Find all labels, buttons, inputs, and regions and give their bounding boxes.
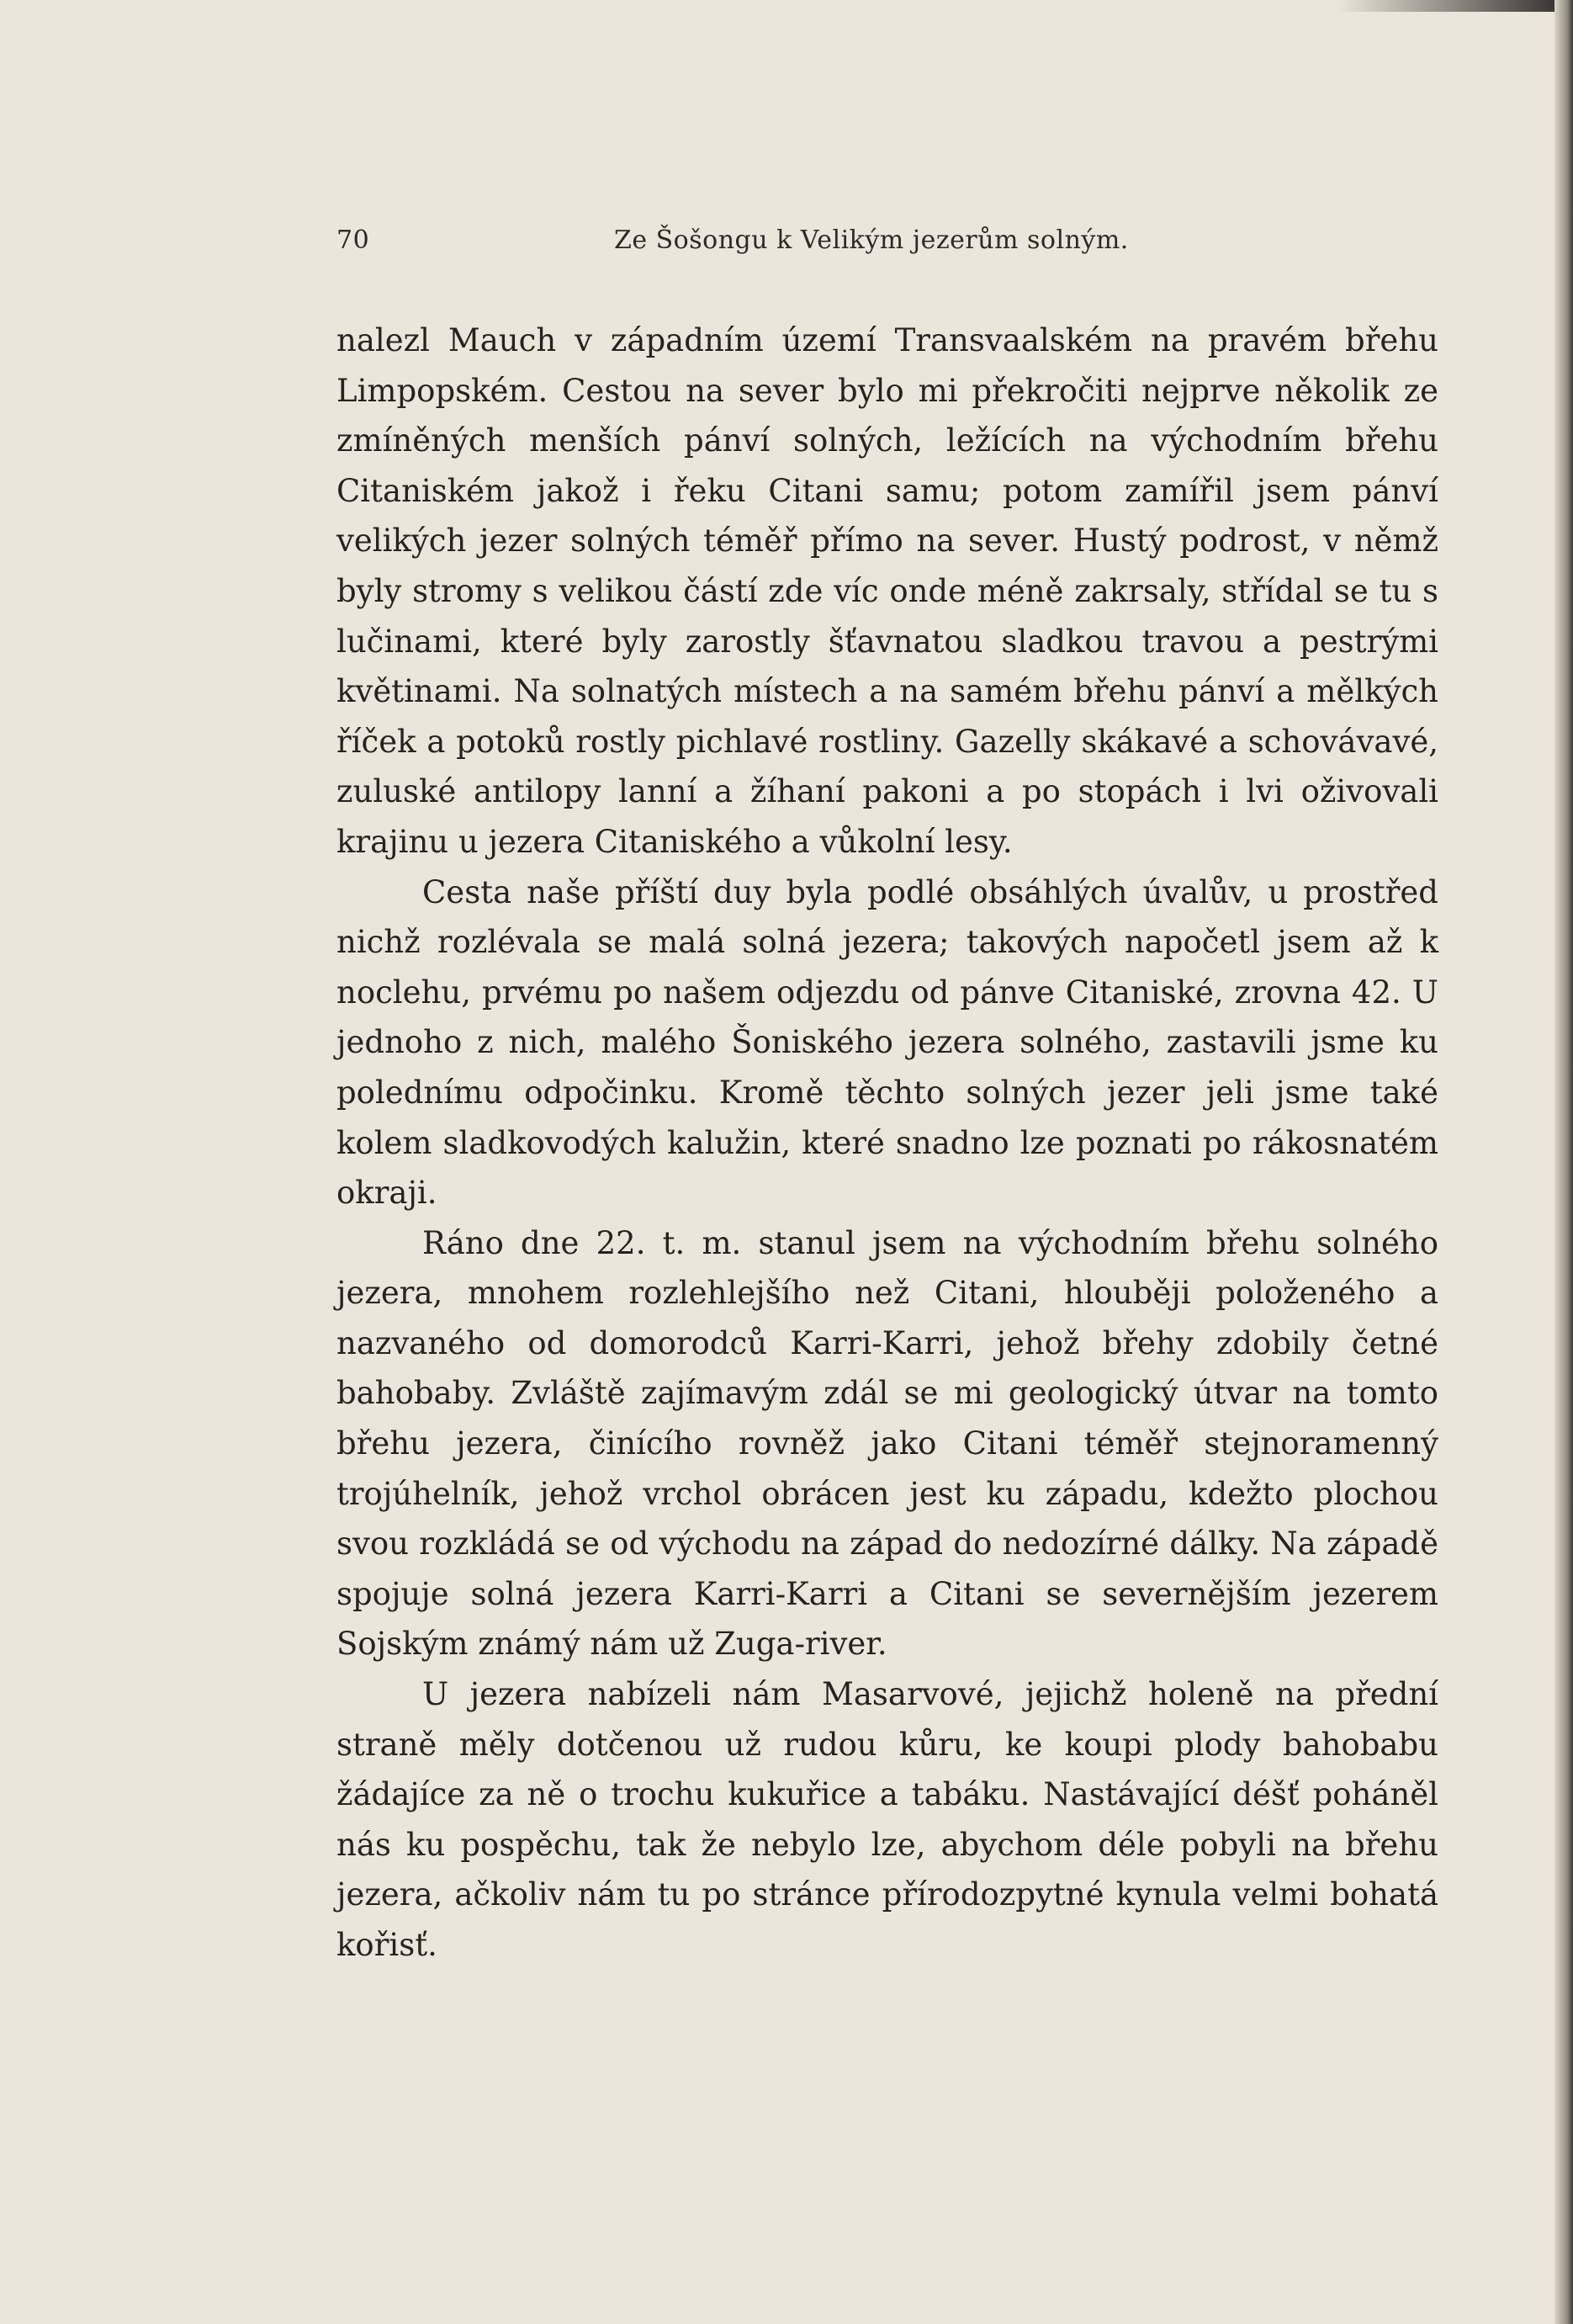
paragraph-2: Cesta naše příští duy byla podlé obsáhlých úvalův, u prostřed nichž rozlévala se malá solná jezera; takových napočetl jsem až k noclehu, prvému po našem odjezdu od pánve Citaniské, zrovna 42. U jednoho z nich, malého Šoniského jezera solného, zastavili jsme ku polednímu odpočinku. Kromě těchto solných jezer jeli jsme také kolem sladkovodých kalužin, které snadno lze poznati po rákosnatém okraji. [336, 873, 1438, 1212]
paragraph-4: U jezera nabízeli nám Masarvové, jejichž holeně na přední straně měly dotčenou už rudou kůru, ke koupi plody bahobabu žádajíce za ně o trochu kukuřice a tabáku. Nastávající déšť poháněl nás ku pospěchu, tak že nebylo lze, abychom déle pobyli na břehu jezera, ačkoliv nám tu po stránce přírodozpytné kynula velmi bohatá kořisť. [336, 1676, 1438, 1963]
page-edge-shadow-right [1554, 0, 1573, 2324]
paragraph-1: nalezl Mauch v západním území Transvaalském na pravém břehu Limpopském. Cestou na sever bylo mi překročiti nejprve několik ze zmíněných menších pánví solných, ležících na východním břehu Citaniském jakož i řeku Citani samu; potom zamířil jsem pánví velikých jezer solných téměř přímo na sever. Hustý podrost, v němž byly stromy s velikou částí zde víc onde méně zakrsaly, střídal se tu s lučinami, které byly zarostly šťavnatou sladkou travou a pestrými květinami. Na solnatých místech a na samém břehu pánví a mělkých říček a potoků rostly pichlavé rostliny. Gazelly skákavé a schovávavé, zuluské antilopy lanní a žíhaní pakoni a po stopách i lvi oživovali krajinu u jezera Citaniského a vůkolní lesy. [336, 322, 1438, 860]
page-number: 70 [336, 226, 370, 255]
page-edge-shadow-top [1337, 0, 1573, 12]
chapter-title: Ze Šošongu k Velikým jezerům solným. [614, 226, 1129, 255]
body-text [336, 316, 1438, 1971]
running-head [336, 226, 1438, 276]
paragraph-3: Ráno dne 22. t. m. stanul jsem na východním břehu solného jezera, mnohem rozlehlejšího než Citani, hlouběji položeného a nazvaného od domorodců Karri-Karri, jehož břehy zdobily četné bahobaby. Zvláště zajímavým zdál se mi geologický útvar na tomto břehu jezera, činícího rovněž jako Citani téměř stejnoramenný trojúhelník, jehož vrchol obrácen jest ku západu, kdežto plochou svou rozkládá se od východu na západ do nedozírné dálky. Na západě spojuje solná jezera Karri-Karri a Citani se severnějším jezerem Sojským známý nám už Zuga-river. [336, 1224, 1438, 1663]
